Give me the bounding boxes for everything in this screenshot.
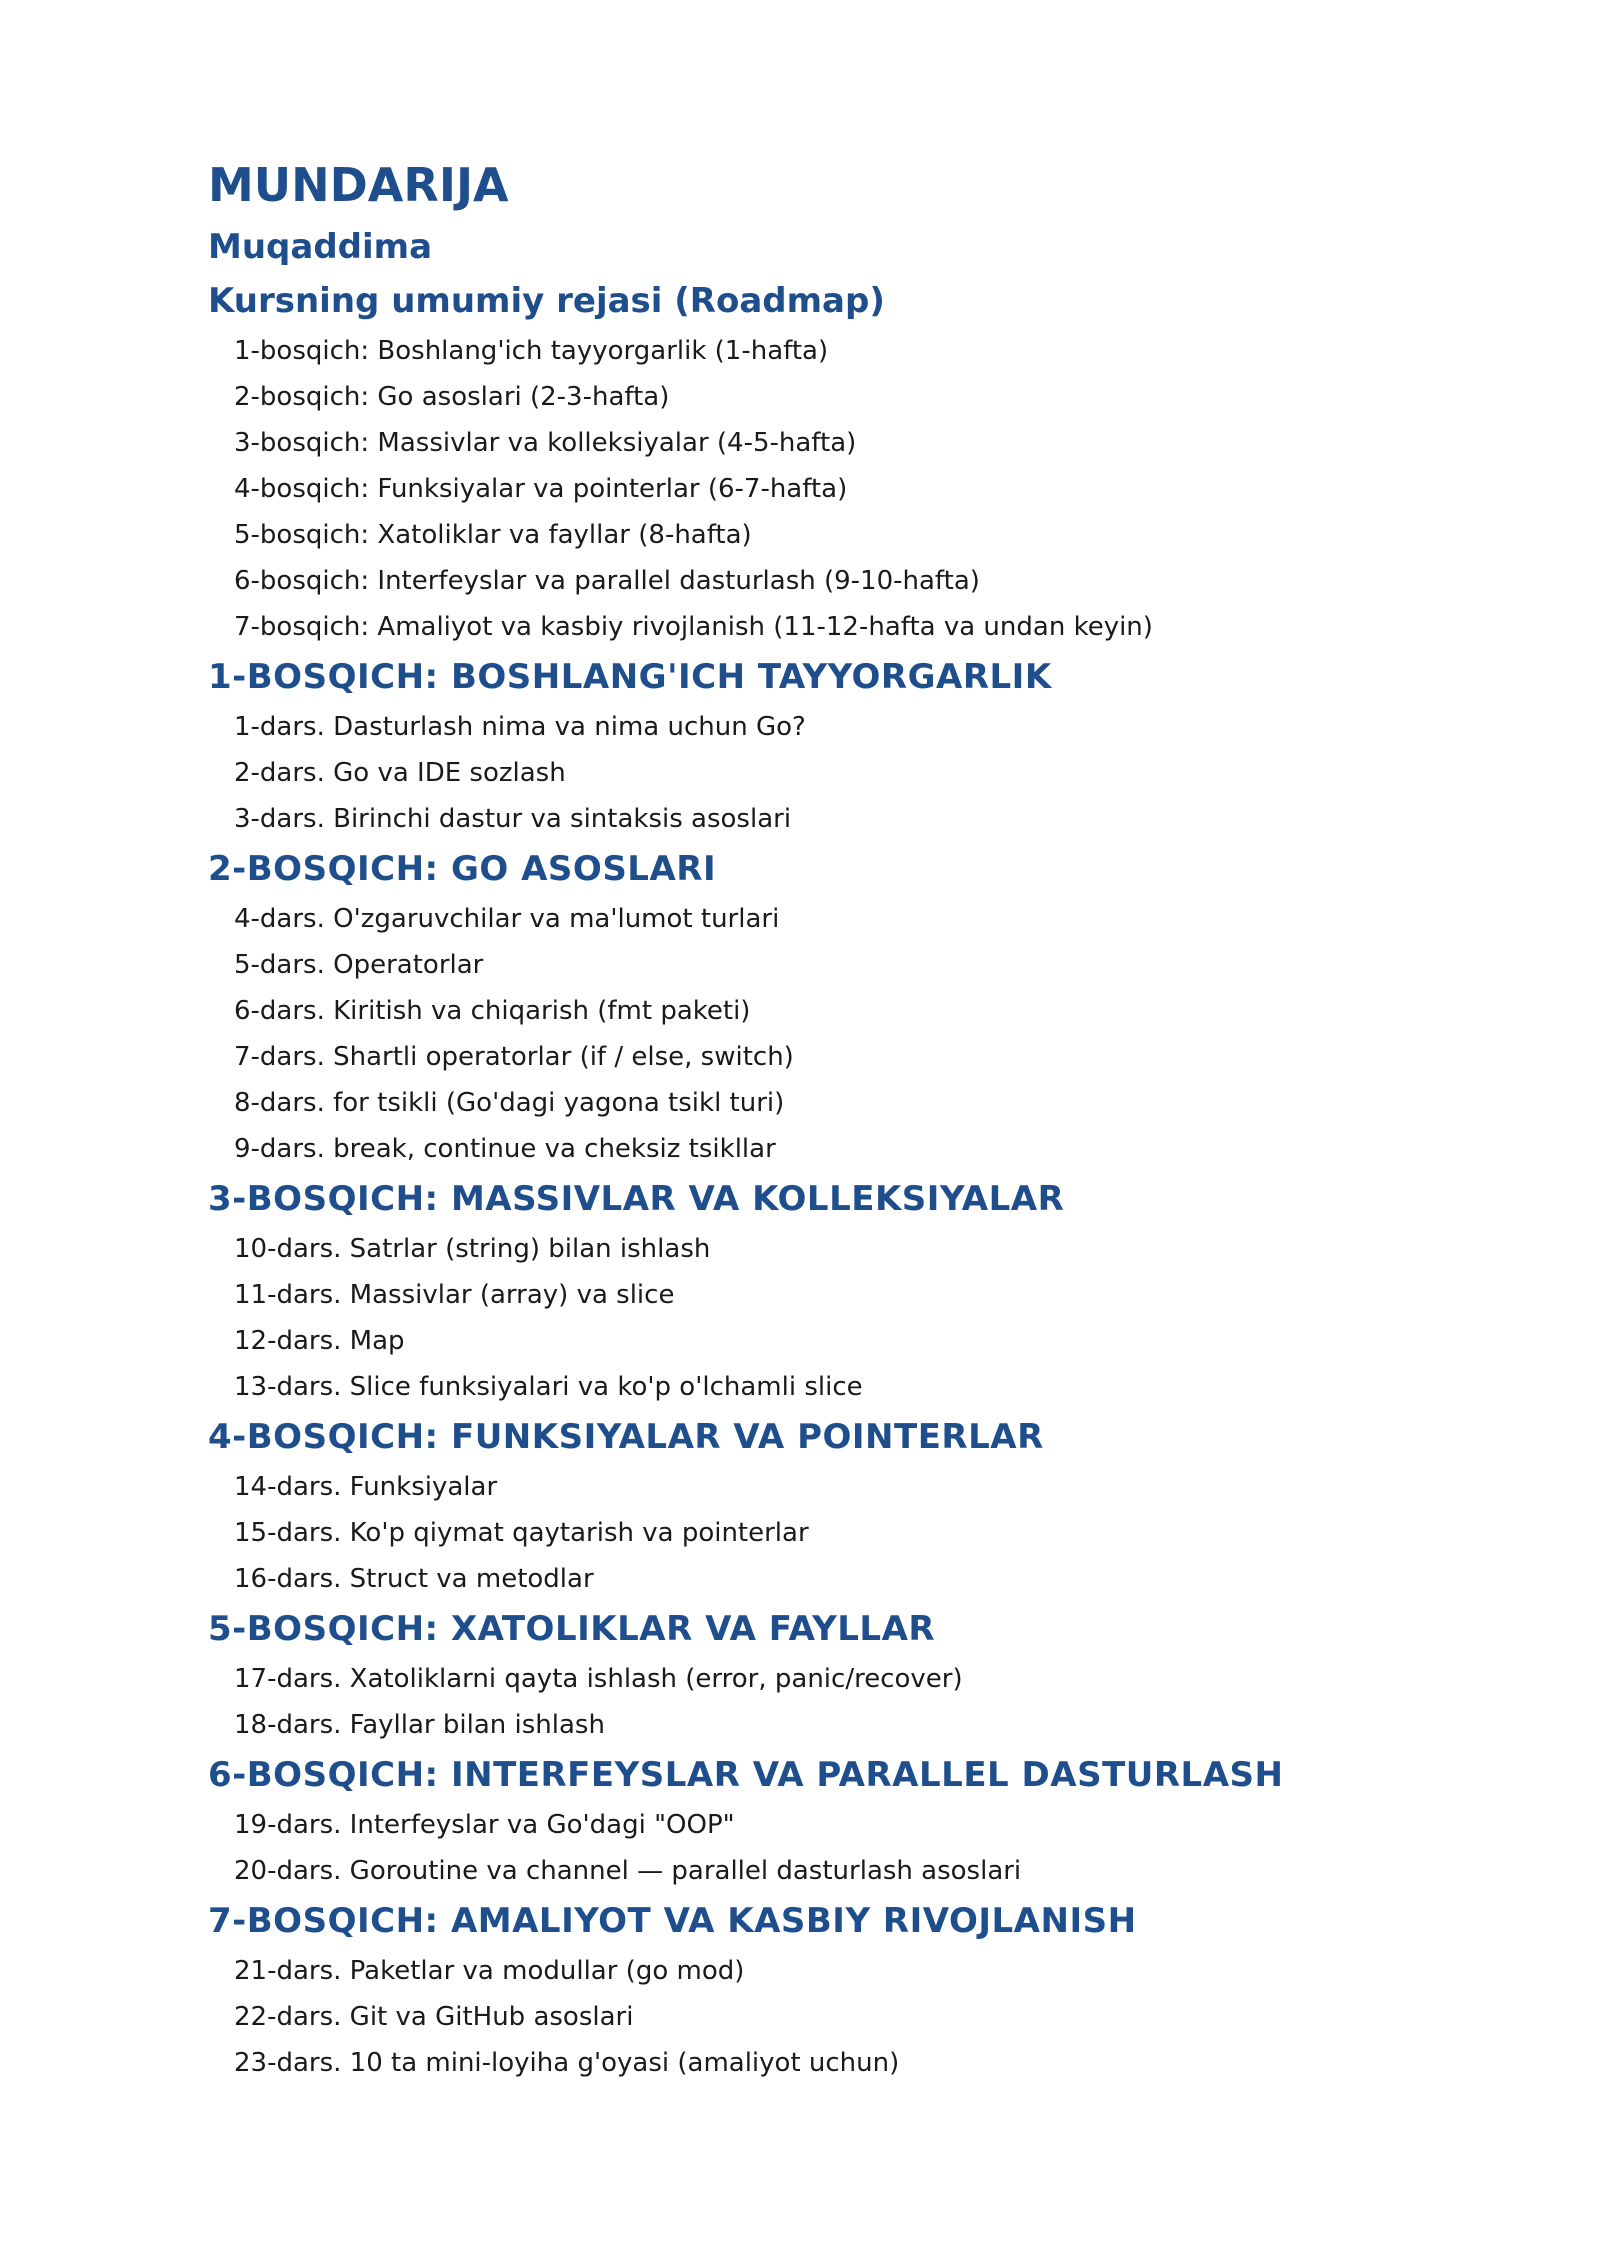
lesson-item[interactable]: 16-dars. Struct va metodlar [234,1564,594,1594]
stage-section-2 [208,842,1508,1172]
roadmap-list [208,328,1508,650]
stage-section-3 [208,1172,1508,1410]
lesson-item[interactable]: 23-dars. 10 ta mini-loyiha g'oyasi (amaliyot uchun) [234,2048,900,2078]
lesson-item[interactable]: 11-dars. Massivlar (array) va slice [234,1280,675,1310]
stage-section-7 [208,1894,1508,2086]
roadmap-item[interactable]: 2-bosqich: Go asoslari (2-3-hafta) [234,382,670,412]
roadmap-item[interactable]: 5-bosqich: Xatoliklar va fayllar (8-hafta) [234,520,752,550]
lesson-item[interactable]: 17-dars. Xatoliklarni qayta ishlash (error, panic/recover) [234,1664,963,1694]
stage-section-1 [208,650,1508,842]
stage-section-6 [208,1748,1508,1894]
lesson-item[interactable]: 20-dars. Goroutine va channel — parallel dasturlash asoslari [234,1856,1022,1886]
lesson-item[interactable]: 19-dars. Interfeyslar va Go'dagi "OOP" [234,1810,735,1840]
lesson-item[interactable]: 15-dars. Ko'p qiymat qaytarish va pointerlar [234,1518,809,1548]
stage-heading[interactable]: 5-BOSQICH: XATOLIKLAR VA FAYLLAR [208,1609,936,1649]
stage-heading[interactable]: 2-BOSQICH: GO ASOSLARI [208,849,717,889]
lesson-item[interactable]: 8-dars. for tsikli (Go'dagi yagona tsikl turi) [234,1088,785,1118]
lesson-item[interactable]: 5-dars. Operatorlar [234,950,484,980]
lesson-item[interactable]: 21-dars. Paketlar va modullar (go mod) [234,1956,745,1986]
stage-heading[interactable]: 1-BOSQICH: BOSHLANG'ICH TAYYORGARLIK [208,657,1052,697]
toc-entry-roadmap[interactable]: Kursning umumiy rejasi (Roadmap) [208,281,885,321]
stage-heading[interactable]: 6-BOSQICH: INTERFEYSLAR VA PARALLEL DASTURLASH [208,1755,1284,1795]
lesson-item[interactable]: 10-dars. Satrlar (string) bilan ishlash [234,1234,711,1264]
lesson-item[interactable]: 14-dars. Funksiyalar [234,1472,498,1502]
lesson-item[interactable]: 13-dars. Slice funksiyalari va ko'p o'lchamli slice [234,1372,863,1402]
roadmap-item[interactable]: 6-bosqich: Interfeyslar va parallel dasturlash (9-10-hafta) [234,566,980,596]
lesson-item[interactable]: 6-dars. Kiritish va chiqarish (fmt paketi) [234,996,751,1026]
lesson-item[interactable]: 12-dars. Map [234,1326,405,1356]
stage-heading[interactable]: 4-BOSQICH: FUNKSIYALAR VA POINTERLAR [208,1417,1044,1457]
stage-heading[interactable]: 7-BOSQICH: AMALIYOT VA KASBIY RIVOJLANISH [208,1901,1137,1941]
roadmap-item[interactable]: 1-bosqich: Boshlang'ich tayyorgarlik (1-hafta) [234,336,829,366]
lesson-item[interactable]: 22-dars. Git va GitHub asoslari [234,2002,634,2032]
lesson-item[interactable]: 18-dars. Fayllar bilan ishlash [234,1710,605,1740]
lesson-item[interactable]: 7-dars. Shartli operatorlar (if / else, switch) [234,1042,794,1072]
toc-entry-intro[interactable]: Muqaddima [208,227,433,267]
stage-heading[interactable]: 3-BOSQICH: MASSIVLAR VA KOLLEKSIYALAR [208,1179,1065,1219]
roadmap-item[interactable]: 3-bosqich: Massivlar va kolleksiyalar (4-5-hafta) [234,428,857,458]
table-of-contents [208,150,1508,2086]
lesson-item[interactable]: 9-dars. break, continue va cheksiz tsikllar [234,1134,776,1164]
lesson-item[interactable]: 1-dars. Dasturlash nima va nima uchun Go? [234,712,806,742]
roadmap-item[interactable]: 4-bosqich: Funksiyalar va pointerlar (6-7-hafta) [234,474,848,504]
toc-title[interactable]: MUNDARIJA [208,158,509,212]
lesson-item[interactable]: 4-dars. O'zgaruvchilar va ma'lumot turlari [234,904,780,934]
roadmap-item[interactable]: 7-bosqich: Amaliyot va kasbiy rivojlanish (11-12-hafta va undan keyin) [234,612,1153,642]
stage-section-5 [208,1602,1508,1748]
stage-section-4 [208,1410,1508,1602]
lesson-item[interactable]: 2-dars. Go va IDE sozlash [234,758,566,788]
lesson-item[interactable]: 3-dars. Birinchi dastur va sintaksis asoslari [234,804,792,834]
